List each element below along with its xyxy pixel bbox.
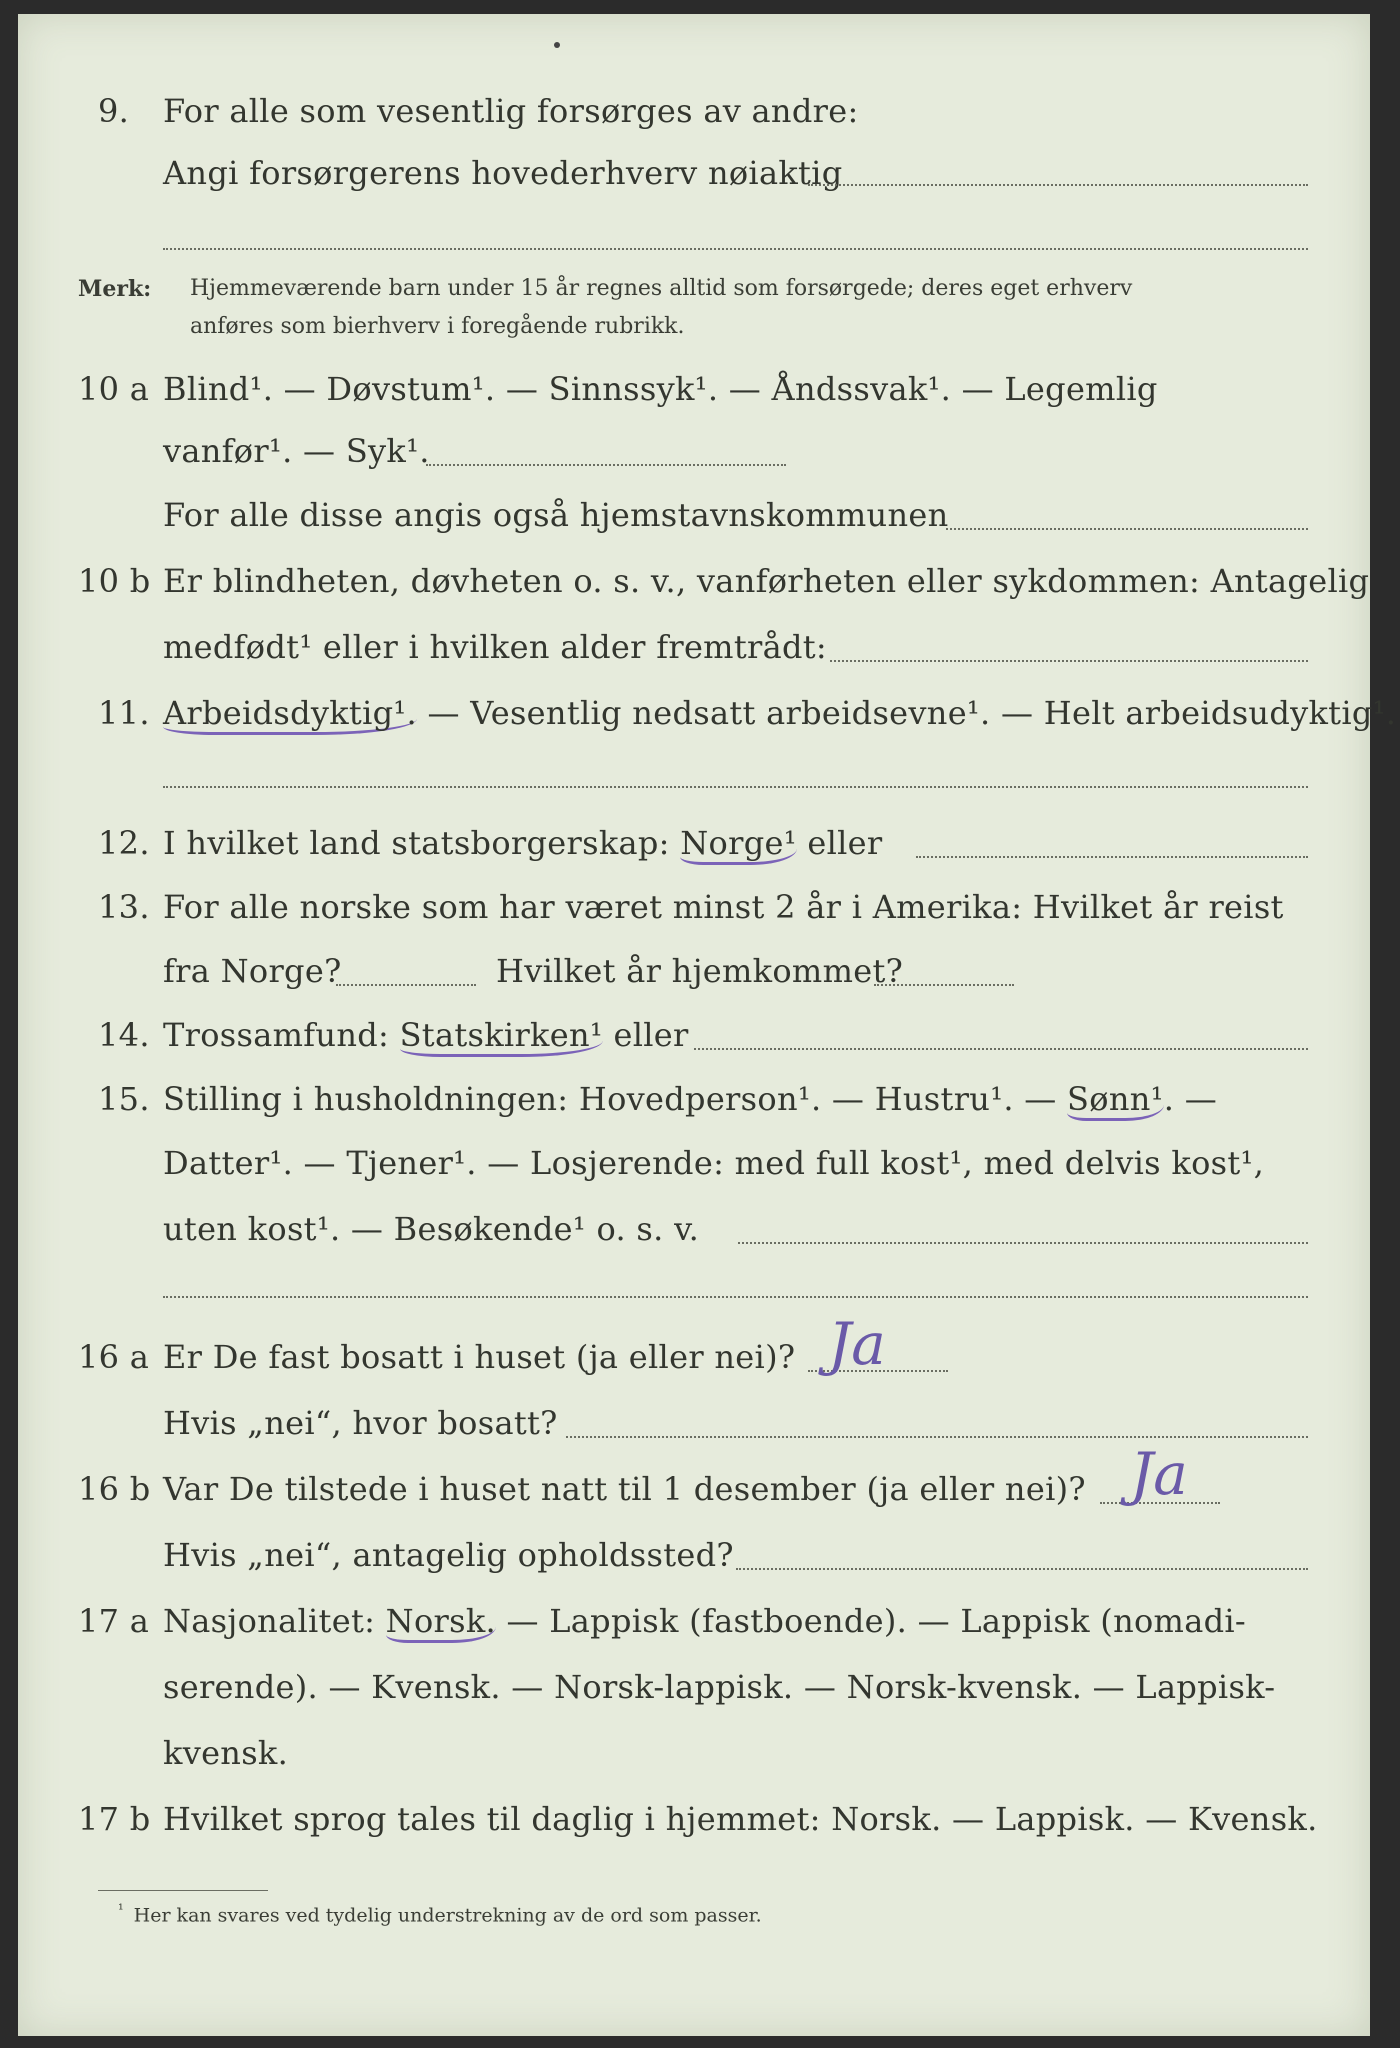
answer-line: [336, 984, 476, 986]
question-text: Var De tilstede i huset natt til 1 desember (ja eller nei)?: [163, 1470, 1086, 1508]
question-number: 15.: [98, 1080, 150, 1118]
question-text-pre: Nasjonalitet:: [163, 1602, 386, 1640]
handwritten-answer: Ja: [1130, 1440, 1188, 1508]
question-text-post: — Lappisk (fastboende). — Lappisk (nomadi-: [496, 1602, 1247, 1640]
answer-line: [830, 660, 1308, 662]
question-text-rest: — Vesentlig nedsatt arbeidsevne¹. — Helt arbeidsudyktig¹.: [417, 694, 1397, 732]
question-text: medfødt¹ eller i hvilken alder fremtrådt:: [163, 628, 827, 666]
question-text: Angi forsørgerens hovederhverv nøiaktig: [163, 154, 843, 192]
question-text: Er De fast bosatt i huset (ja eller nei)?: [163, 1338, 796, 1376]
answer-line: [163, 786, 1308, 788]
question-text-post: . —: [1163, 1080, 1218, 1118]
question-number: 12.: [98, 824, 150, 862]
answer-line: [736, 1568, 1308, 1570]
question-text: Hvilket år hjemkommet?: [496, 952, 904, 990]
question-text: Hvis „nei“, hvor bosatt?: [163, 1404, 558, 1442]
answer-line: [163, 248, 1308, 250]
footnote-marker: ¹: [118, 1902, 124, 1918]
footnote-rule: [98, 1890, 268, 1891]
census-form-page: [18, 14, 1397, 2036]
answer-line: [946, 528, 1308, 530]
answer-line: [808, 184, 1308, 186]
underlined-answer: Sønn¹: [1067, 1080, 1164, 1121]
answer-line: [566, 1436, 1308, 1438]
question-text: [163, 1080, 1217, 1118]
question-text: serende). — Kvensk. — Norsk-lappisk. — Norsk-kvensk. — Lappisk-: [163, 1668, 1276, 1706]
underlined-answer: Norsk.: [386, 1602, 496, 1643]
question-text: For alle norske som har været minst 2 år i Amerika: Hvilket år reist: [163, 888, 1284, 926]
question-text: For alle disse angis også hjemstavnskommunen: [163, 496, 949, 534]
question-number: 16 b: [78, 1470, 151, 1508]
question-text: Hvis „nei“, antagelig opholdssted?: [163, 1536, 734, 1574]
note-text: anføres som bierhverv i foregående rubrikk.: [190, 314, 685, 339]
question-text: kvensk.: [163, 1734, 289, 1772]
question-text: [163, 824, 883, 862]
ink-dot: [554, 42, 560, 48]
question-text: For alle som vesentlig forsørges av andre:: [163, 92, 859, 130]
question-text: Datter¹. — Tjener¹. — Losjerende: med full kost¹, med delvis kost¹,: [163, 1144, 1265, 1182]
question-text: vanfør¹. — Syk¹.: [163, 432, 430, 470]
note-label: Merk:: [78, 276, 152, 302]
question-text: [163, 1016, 689, 1054]
footnote: [118, 1902, 762, 1926]
question-number: 11.: [98, 694, 150, 732]
answer-line: [163, 1296, 1308, 1298]
question-text: fra Norge?: [163, 952, 342, 990]
question-text: [163, 694, 1396, 732]
question-number: 14.: [98, 1016, 150, 1054]
question-number: 9.: [98, 92, 130, 130]
answer-line: [874, 984, 1014, 986]
question-number: 17 b: [78, 1800, 151, 1838]
question-number: 10 b: [78, 562, 151, 600]
answer-line: [426, 464, 786, 466]
question-text: uten kost¹. — Besøkende¹ o. s. v.: [163, 1210, 700, 1248]
question-number: 17 a: [78, 1602, 150, 1640]
question-text: Blind¹. — Døvstum¹. — Sinnssyk¹. — Åndssvak¹. — Legemlig: [163, 370, 1158, 408]
question-number: 10 a: [78, 370, 150, 408]
question-text: Hvilket sprog tales til daglig i hjemmet: Norsk. — Lappisk. — Kvensk.: [163, 1800, 1318, 1838]
answer-line: [916, 856, 1308, 858]
question-text-post: eller: [603, 1016, 689, 1054]
question-number: 13.: [98, 888, 150, 926]
question-text-pre: I hvilket land statsborgerskap:: [163, 824, 681, 862]
underlined-answer: Statskirken¹: [400, 1016, 603, 1057]
footnote-text: Her kan svares ved tydelig understrekning av de ord som passer.: [133, 1904, 762, 1927]
question-number: 16 a: [78, 1338, 150, 1376]
question-text-pre: Trossamfund:: [163, 1016, 400, 1054]
underlined-answer: Norge¹: [680, 824, 797, 865]
question-text-post: eller: [796, 824, 883, 862]
question-text: [163, 1602, 1246, 1640]
handwritten-answer: Ja: [828, 1310, 886, 1378]
note-text: Hjemmeværende barn under 15 år regnes alltid som forsørgede; deres eget erhverv: [190, 276, 1133, 301]
question-text: Er blindheten, døvheten o. s. v., vanførheten eller sykdommen: Antagelig: [163, 562, 1370, 600]
underlined-answer: Arbeidsdyktig¹.: [163, 694, 417, 735]
answer-line: [738, 1242, 1308, 1244]
question-text-pre: Stilling i husholdningen: Hovedperson¹. — Hustru¹. —: [163, 1080, 1068, 1118]
answer-line: [694, 1048, 1308, 1050]
